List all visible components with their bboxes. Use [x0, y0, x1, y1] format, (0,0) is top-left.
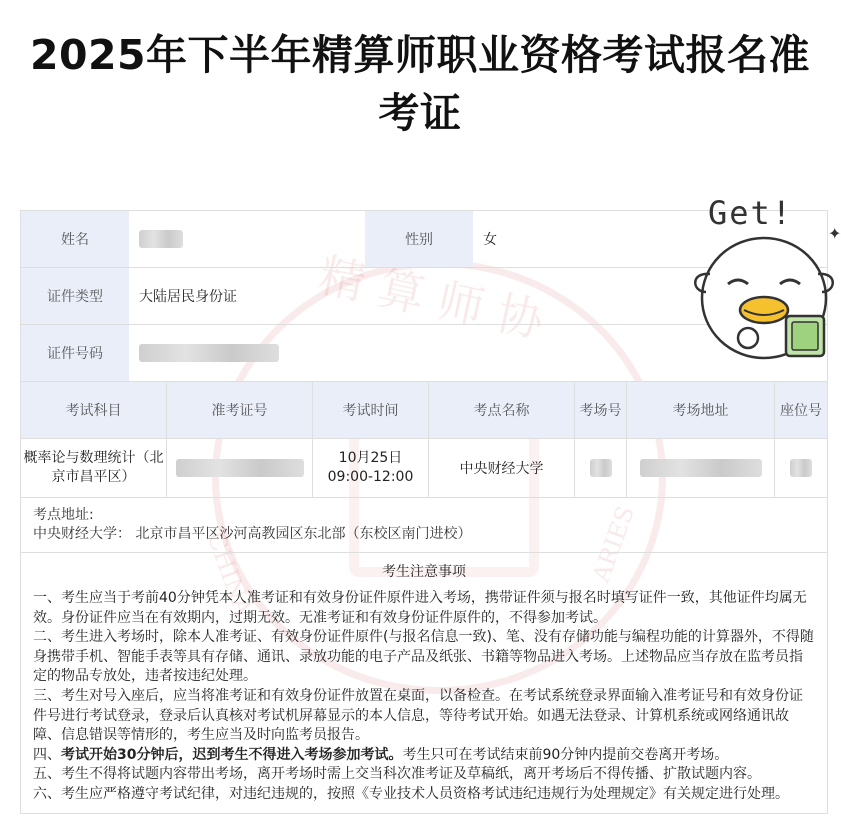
page-title — [0, 26, 840, 142]
watermark-side-text: ARIES — [586, 502, 641, 586]
notice-section — [21, 553, 827, 813]
notice-item-1: 一、考生应当于考前40分钟凭本人准考证和有效身份证件原件进入考场，携带证件须与报名时填写证件一致，其他证件均属无效。身份证件应当在有效期内，过期无效。无准考证和有效身份证件原件的，不得参加考试。 — [33, 590, 807, 626]
site-address — [21, 498, 483, 552]
room-number-redacted — [590, 459, 612, 477]
title-line-1: 2025年下半年精算师职业资格考试报名准 — [29, 31, 811, 79]
address-label: 考点地址: — [33, 507, 94, 523]
gender-value: 女 — [483, 232, 497, 248]
header-ticket-number: 准考证号 — [167, 382, 313, 438]
ticket-number-redacted — [176, 459, 304, 477]
name-value — [129, 211, 365, 267]
notice-title: 考生注意事项 — [382, 564, 466, 580]
cell-ticket-number — [167, 439, 313, 497]
cell-subject: 概率论与数理统计（北京市昌平区） — [21, 439, 167, 497]
exam-table-header — [21, 382, 827, 439]
sticker-text: Get! — [708, 194, 794, 232]
exam-table-row — [21, 439, 827, 498]
notice-item-3: 三、考生对号入座后，应当将准考证和有效身份证件放置在桌面，以备检查。在考试系统登录界面输入准考证号和有效身份证件号进行考试登录，登录后认真核对考试机屏幕显示的本人信息，等待考试开始。如遇无法登录、计算机系统或网络通讯故障、信息错误等情形的，考生应当及时向监考员报告。 — [33, 687, 803, 744]
exam-hours: 09:00-12:00 — [327, 469, 414, 485]
notice-item-4-rest: 考生只可在考试结束前90分钟内提前交卷离开考场。 — [402, 746, 729, 763]
name-label: 姓名 — [21, 211, 129, 267]
notice-item-6: 六、考生应严格遵守考试纪律，对违纪违规的，按照《专业技术人员资格考试违纪违规行为处理规定》有关规定进行处理。 — [33, 785, 789, 802]
room-address-redacted — [640, 459, 762, 477]
duck-icon — [688, 188, 840, 366]
header-exam-time: 考试时间 — [313, 382, 429, 438]
notice-item-5: 五、考生不得将试题内容带出考场，离开考场时需上交当科次准考证及草稿纸，离开考场后不得传播、扩散试题内容。 — [33, 766, 761, 783]
header-room-address: 考场地址 — [627, 382, 775, 438]
id-number-redacted — [139, 344, 279, 362]
notice-item-4 — [33, 746, 815, 766]
watermark-side-text-left: CHINA — [201, 528, 258, 620]
title-line-2: 考证 — [378, 89, 462, 137]
cell-site-name: 中央财经大学 — [429, 439, 575, 497]
header-site-name: 考点名称 — [429, 382, 575, 438]
notice-item-4-prefix: 四、 — [33, 746, 61, 763]
cell-room-address — [627, 439, 775, 497]
header-subject: 考试科目 — [21, 382, 167, 438]
id-type-value: 大陆居民身份证 — [139, 289, 237, 305]
seat-number-redacted — [790, 459, 812, 477]
notice-item-2: 二、考生进入考场时，除本人准考证、有效身份证件原件(与报名信息一致)、笔、没有存储功能与编程功能的计算器外，不得随身携带手机、智能手表等具有存储、通讯、录放功能的电子产品及纸张、书籍等物品进入考场。上述物品应当存放在监考员指定的物品专放处，违者按违纪处理。 — [33, 629, 814, 685]
notice-item-4-bold: 考试开始30分钟后，迟到考生不得进入考场参加考试。 — [61, 746, 403, 763]
watermark-text: 精 算 师 协 — [314, 247, 549, 349]
duck-sticker — [688, 188, 840, 366]
name-redacted — [139, 230, 183, 248]
sparkle-icon: ✦ — [828, 224, 841, 243]
notice-body — [21, 589, 827, 813]
id-type-label: 证件类型 — [21, 268, 129, 324]
address-row — [21, 498, 827, 553]
gender-label: 性别 — [365, 211, 473, 267]
exam-date: 10月25日 — [338, 450, 403, 466]
header-room-number: 考场号 — [575, 382, 627, 438]
cell-exam-time — [313, 439, 429, 497]
id-number-label: 证件号码 — [21, 325, 129, 381]
address-value: 中央财经大学： 北京市昌平区沙河高教园区东北部（东校区南门进校） — [33, 526, 472, 542]
header-seat-number: 座位号 — [775, 382, 827, 438]
cell-seat-number — [775, 439, 827, 497]
cell-room-number — [575, 439, 627, 497]
